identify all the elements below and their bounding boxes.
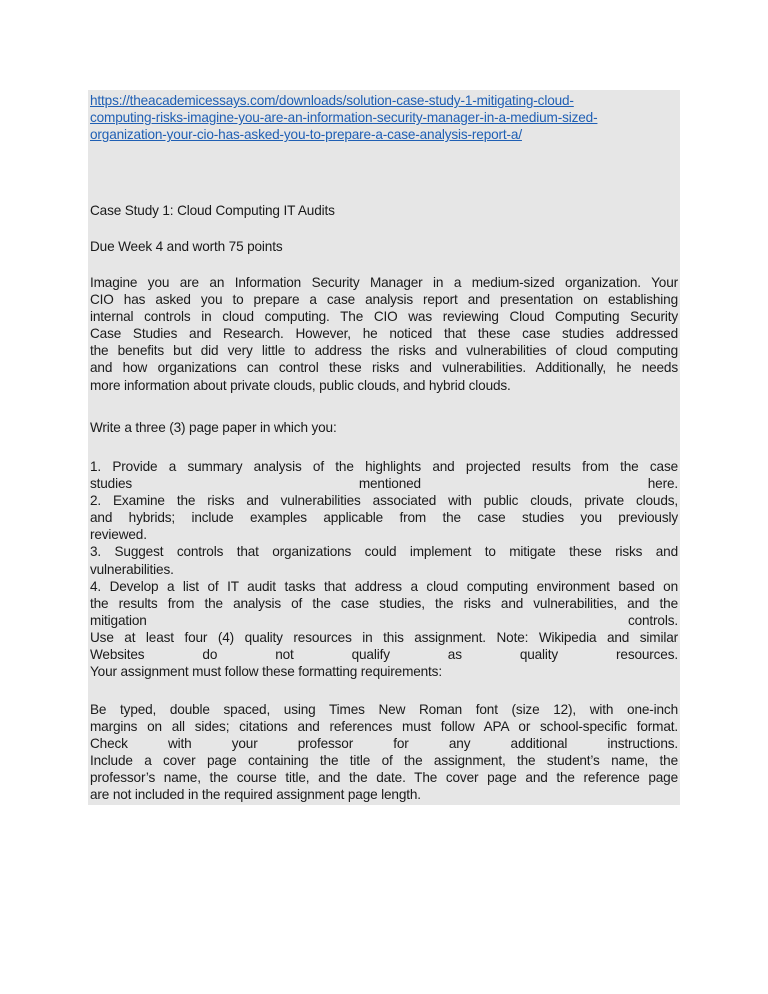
link-text[interactable]: organization-your-cio-has-asked-you-to-prepare-a-case-analysis-report-a/ xyxy=(90,127,522,143)
tasks-line: Websites do not qualify as quality resources. xyxy=(90,647,678,663)
link-text[interactable]: https://theacademicessays.com/downloads/solution-case-study-1-mitigating-cloud- xyxy=(90,93,574,108)
link-text[interactable]: computing-risks-imagine-you-are-an-information-security-manager-in-a-medium-sized- xyxy=(90,110,598,126)
tasks-line: and hybrids; include examples applicable from the case studies you previously xyxy=(90,510,678,526)
format-line: margins on all sides; citations and references must follow APA or school-specific format. xyxy=(90,719,678,735)
formatting-requirements xyxy=(90,701,678,804)
intro-line: internal controls in cloud computing. The CIO was reviewing Cloud Computing Security xyxy=(90,309,678,325)
intro-line: more information about private clouds, public clouds, and hybrid clouds. xyxy=(90,377,511,393)
task-list xyxy=(90,458,678,680)
document-page xyxy=(88,90,680,805)
intro-line: Imagine you are an Information Security Manager in a medium-sized organization. Your xyxy=(90,275,678,290)
format-line: Include a cover page containing the title of the assignment, the student’s name, the xyxy=(90,753,678,769)
tasks-line: reviewed. xyxy=(90,527,147,543)
tasks-line: the results from the analysis of the case studies, the risks and vulnerabilities, and the xyxy=(90,595,678,611)
tasks-line: Your assignment must follow these formatting requirements: xyxy=(90,664,442,680)
intro-line: CIO has asked you to prepare a case analysis report and presentation on establishing xyxy=(90,292,678,308)
due-text: Due Week 4 and worth 75 points xyxy=(90,239,283,254)
format-line: professor’s name, the course title, and the date. The cover page and the reference page xyxy=(90,770,678,786)
format-line: Check with your professor for any additional instructions. xyxy=(90,736,678,752)
tasks-line: vulnerabilities. xyxy=(90,561,174,577)
due-line xyxy=(90,238,678,255)
tasks-line: Use at least four (4) quality resources in this assignment. Note: Wikipedia and similar xyxy=(90,629,678,645)
source-link[interactable] xyxy=(90,92,678,143)
link-line[interactable] xyxy=(90,126,678,143)
title-text: Case Study 1: Cloud Computing IT Audits xyxy=(90,203,335,218)
intro-paragraph xyxy=(90,274,678,394)
intro-line: the benefits but did very little to address the risks and vulnerabilities of cloud computing xyxy=(90,343,678,359)
tasks-line: 2. Examine the risks and vulnerabilities associated with public clouds, private clouds, xyxy=(90,493,678,509)
case-study-title xyxy=(90,202,678,219)
tasks-line: 1. Provide a summary analysis of the highlights and projected results from the case xyxy=(90,459,678,474)
link-line[interactable] xyxy=(90,109,678,126)
tasks-line: mitigation controls. xyxy=(90,612,678,628)
write-text: Write a three (3) page paper in which you: xyxy=(90,420,337,435)
tasks-line: 4. Develop a list of IT audit tasks that address a cloud computing environment based on xyxy=(90,578,678,594)
format-line: are not included in the required assignment page length. xyxy=(90,787,421,803)
write-instruction xyxy=(90,419,678,436)
format-line: Be typed, double spaced, using Times New Roman font (size 12), with one-inch xyxy=(90,702,678,717)
tasks-line: studies mentioned here. xyxy=(90,476,678,492)
intro-line: and how organizations can control these risks and vulnerabilities. Additionally, he needs xyxy=(90,360,678,376)
intro-line: Case Studies and Research. However, he noticed that these case studies addressed xyxy=(90,326,678,342)
link-line[interactable] xyxy=(90,92,678,109)
tasks-line: 3. Suggest controls that organizations could implement to mitigate these risks and xyxy=(90,544,678,560)
